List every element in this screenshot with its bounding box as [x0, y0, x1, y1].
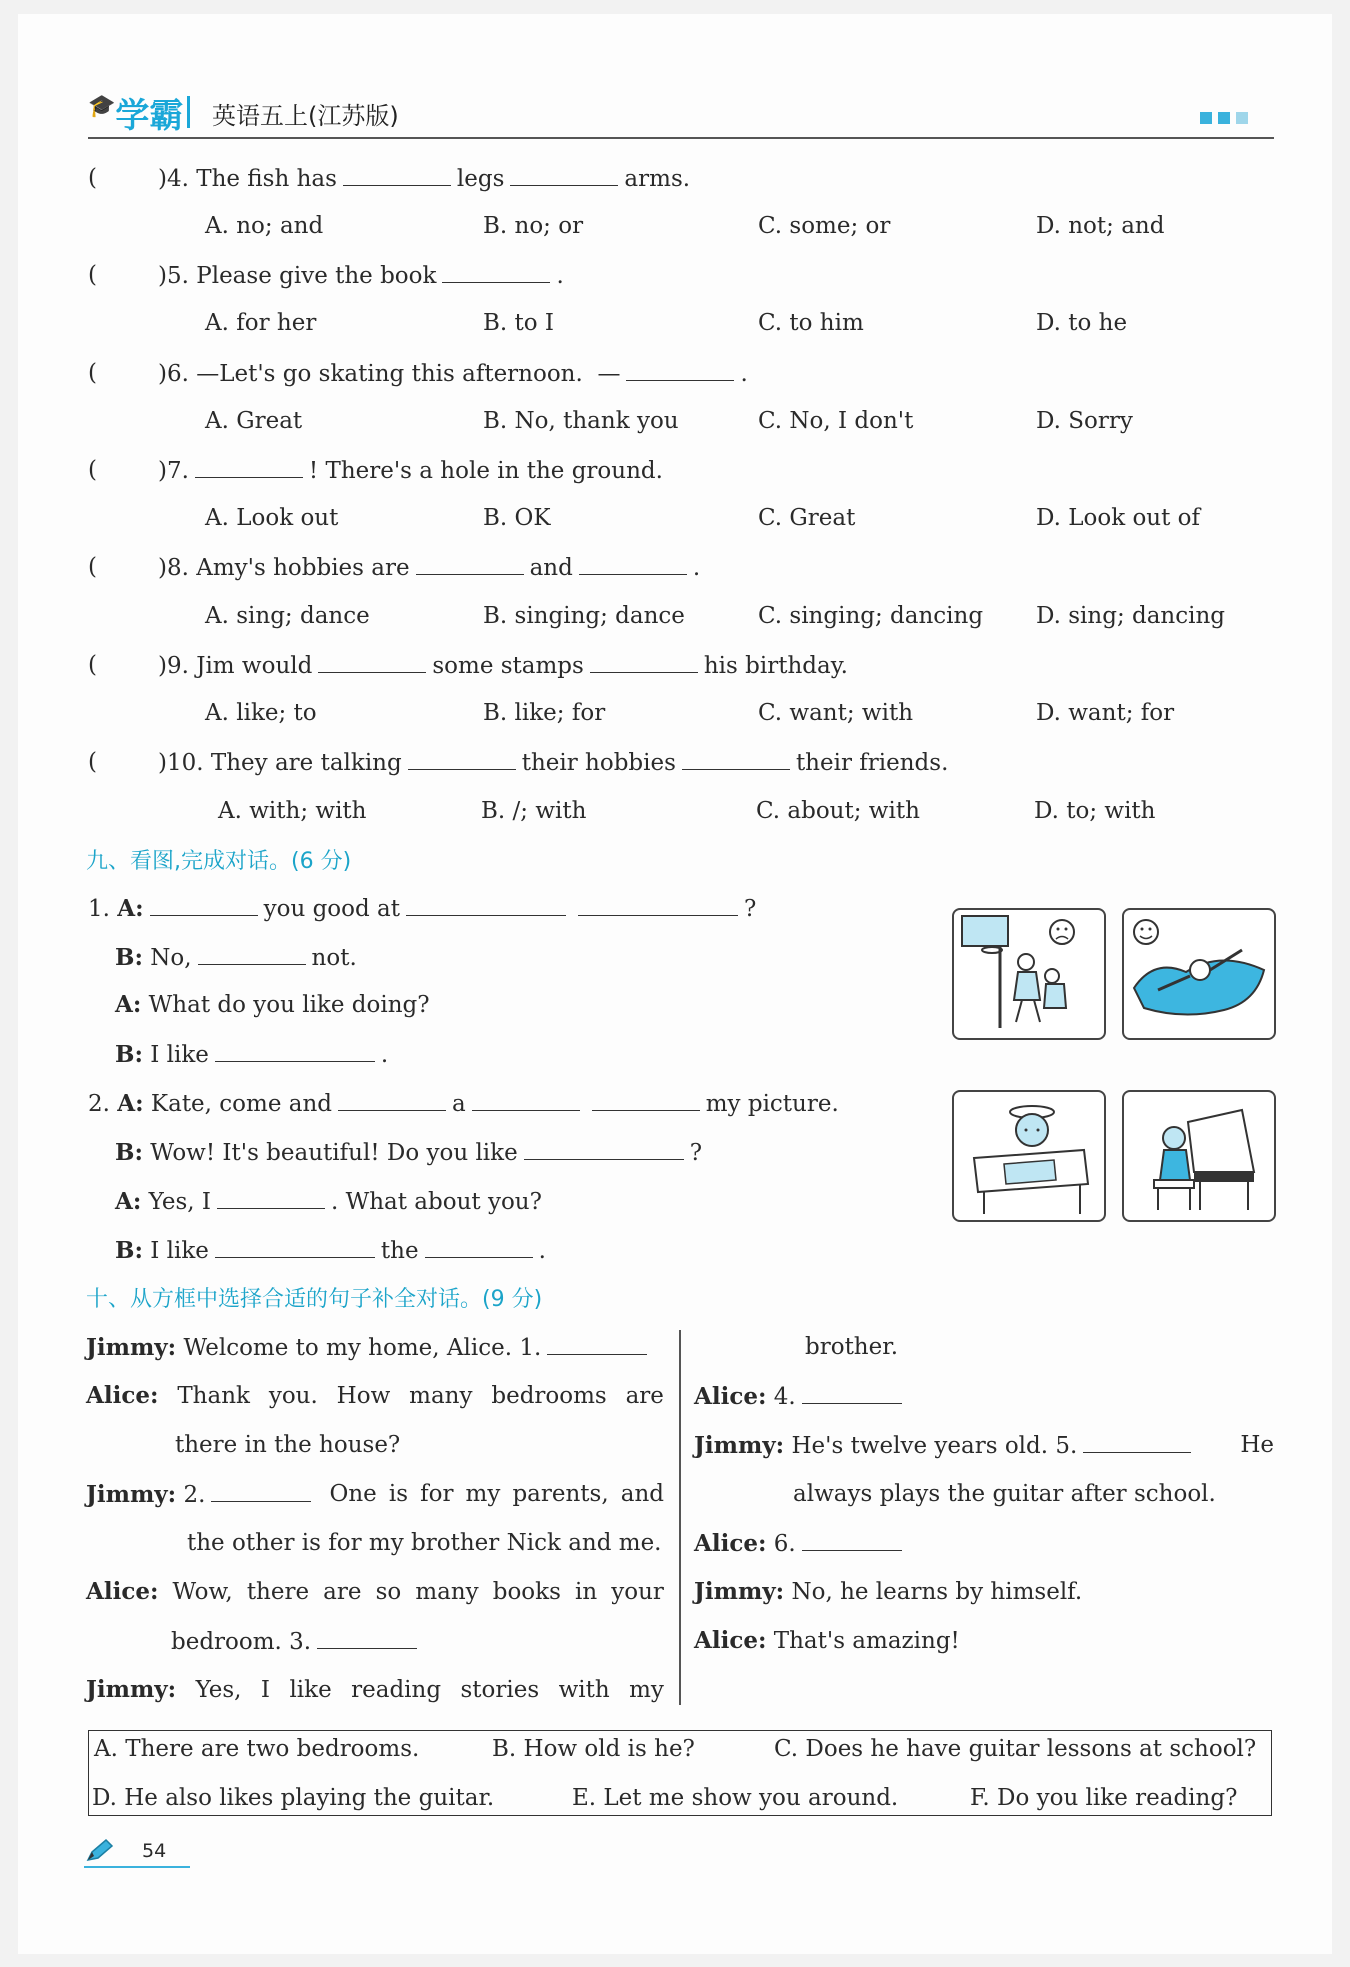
q5-option-b: B. to I [483, 310, 555, 336]
answer-blank[interactable] [442, 260, 550, 283]
dialog2-line2: B: Wow! It's beautiful! Do you like ? [115, 1139, 703, 1166]
answer-blank[interactable] [408, 747, 516, 770]
answer-blank[interactable] [626, 358, 734, 381]
q10-option-b: B. /; with [481, 798, 587, 824]
q7-option-b: B. OK [483, 505, 551, 531]
option-e: E. Let me show you around. [572, 1785, 899, 1811]
header-square-2 [1218, 112, 1230, 124]
answer-blank[interactable] [215, 1235, 375, 1258]
q4-option-c: C. some; or [758, 213, 891, 239]
q4-option-b: B. no; or [483, 213, 584, 239]
question-5: )5. Please give the book . [158, 260, 564, 291]
jimmy-line-5-cont: always plays the guitar after school. [793, 1481, 1216, 1507]
piano-picture [1122, 1090, 1276, 1222]
answer-blank[interactable] [211, 1479, 311, 1502]
option-b: B. How old is he? [492, 1736, 695, 1762]
answer-blank[interactable] [547, 1332, 647, 1355]
q4-paren: ( [88, 165, 97, 191]
answer-blank[interactable] [343, 163, 451, 186]
q5-paren: ( [88, 262, 97, 288]
answer-blank[interactable] [802, 1381, 902, 1404]
q8-option-c: C. singing; dancing [758, 603, 984, 629]
q10-option-c: C. about; with [756, 798, 920, 824]
q8-option-a: A. sing; dance [205, 603, 370, 629]
footer-rule [84, 1866, 190, 1868]
q10-paren: ( [88, 749, 97, 775]
alice-line-2-cont: bedroom. 3. [171, 1626, 423, 1657]
answer-blank[interactable] [317, 1626, 417, 1649]
dialog2-line4: B: I like the . [115, 1237, 546, 1264]
answer-blank[interactable] [150, 893, 258, 916]
q6-option-a: A. Great [205, 408, 303, 434]
answer-blank[interactable] [578, 893, 738, 916]
option-f: F. Do you like reading? [970, 1785, 1238, 1811]
alice-line-7: Alice: That's amazing! [694, 1627, 960, 1654]
answer-blank[interactable] [510, 163, 618, 186]
q4-option-a: A. no; and [205, 213, 324, 239]
alice-line-1-cont: there in the house? [175, 1432, 401, 1458]
question-9: )9. Jim would some stamps his birthday. [158, 650, 848, 681]
answer-blank[interactable] [472, 1088, 580, 1111]
q7-option-a: A. Look out [205, 505, 339, 531]
answer-blank[interactable] [217, 1186, 325, 1209]
q6-option-b: B. No, thank you [483, 408, 679, 434]
dialog1-line3: A: What do you like doing? [115, 991, 430, 1018]
question-4: )4. The fish has legs arms. [158, 163, 690, 194]
answer-blank[interactable] [579, 552, 687, 575]
alice-line-4: Alice: 4. [694, 1381, 908, 1412]
option-c: C. Does he have guitar lessons at school? [774, 1736, 1257, 1762]
q9-option-b: B. like; for [483, 700, 606, 726]
jimmy-line-3: Jimmy: Yes, I like reading stories with my [86, 1676, 664, 1703]
basketball-picture [952, 908, 1106, 1040]
dialog2-line3: A: Yes, I . What about you? [115, 1188, 542, 1215]
q4-option-d: D. not; and [1036, 213, 1165, 239]
page-number: 54 [142, 1840, 167, 1862]
q8-option-d: D. sing; dancing [1036, 603, 1226, 629]
answer-blank[interactable] [338, 1088, 446, 1111]
header-divider [187, 96, 190, 128]
q5-option-d: D. to he [1036, 310, 1128, 336]
answer-blank[interactable] [592, 1088, 700, 1111]
answer-blank[interactable] [406, 893, 566, 916]
q7-option-c: C. Great [758, 505, 856, 531]
drawing-picture [952, 1090, 1106, 1222]
jimmy-line-1: Jimmy: Welcome to my home, Alice. 1. [86, 1332, 653, 1363]
alice-line-1: Alice: Thank you. How many bedrooms are [86, 1382, 664, 1409]
dialog1-line2: B: No, not. [115, 944, 357, 971]
option-d: D. He also likes playing the guitar. [92, 1785, 495, 1811]
q8-paren: ( [88, 554, 97, 580]
question-10: )10. They are talking their hobbies their friends. [158, 747, 948, 778]
q9-option-c: C. want; with [758, 700, 914, 726]
jimmy-line-2: Jimmy: 2. One is for my parents, and [86, 1481, 664, 1508]
alice-line-6: Alice: 6. [694, 1528, 908, 1559]
answer-blank[interactable] [590, 650, 698, 673]
right-cont-brother: brother. [805, 1334, 899, 1360]
q6-option-c: C. No, I don't [758, 408, 914, 434]
swimming-picture [1122, 908, 1276, 1040]
q9-option-d: D. want; for [1036, 700, 1175, 726]
q5-option-a: A. for her [205, 310, 317, 336]
header-square-3 [1236, 112, 1248, 124]
alice-line-2: Alice: Wow, there are so many books in your [86, 1578, 664, 1605]
jimmy-line-2-cont: the other is for my brother Nick and me. [187, 1530, 662, 1556]
question-7: )7. ! There's a hole in the ground. [158, 455, 663, 486]
option-a: A. There are two bedrooms. [94, 1736, 420, 1762]
dialog1-line4: B: I like . [115, 1041, 389, 1068]
section-10-title: 十、从方框中选择合适的句子补全对话。(9 分) [86, 1287, 543, 1312]
dialog1-line1: 1. A: you good at ? [88, 895, 757, 922]
answer-blank[interactable] [524, 1137, 684, 1160]
q5-option-c: C. to him [758, 310, 864, 336]
dialog2-line1: 2. A: Kate, come and a my picture. [88, 1090, 839, 1117]
answer-blank[interactable] [198, 942, 306, 965]
column-divider [679, 1330, 681, 1705]
answer-blank[interactable] [425, 1235, 533, 1258]
q7-option-d: D. Look out of [1036, 505, 1201, 531]
q9-paren: ( [88, 652, 97, 678]
q10-option-a: A. with; with [218, 798, 367, 824]
book-title: 英语五上(江苏版) [212, 102, 399, 130]
answer-blank[interactable] [802, 1528, 902, 1551]
q7-paren: ( [88, 457, 97, 483]
answer-blank[interactable] [195, 455, 303, 478]
q6-option-d: D. Sorry [1036, 408, 1133, 434]
jimmy-line-5: Jimmy: He's twelve years old. 5. He [694, 1432, 1274, 1459]
q6-paren: ( [88, 360, 97, 386]
question-6: )6. —Let's go skating this afternoon. — . [158, 358, 748, 389]
q8-option-b: B. singing; dance [483, 603, 685, 629]
answer-blank[interactable] [215, 1039, 375, 1062]
q9-option-a: A. like; to [205, 700, 317, 726]
answer-blank[interactable] [318, 650, 426, 673]
answer-blank[interactable] [1083, 1430, 1191, 1453]
graduation-cap-icon: 🎓 [88, 94, 116, 119]
brand-logo: 🎓学霸 [88, 94, 184, 136]
answer-blank[interactable] [682, 747, 790, 770]
answer-blank[interactable] [416, 552, 524, 575]
pencil-icon [84, 1838, 114, 1868]
header-rule [88, 137, 1274, 139]
question-8: )8. Amy's hobbies are and . [158, 552, 700, 583]
jimmy-line-6: Jimmy: No, he learns by himself. [694, 1578, 1083, 1605]
header-square-1 [1200, 112, 1212, 124]
q10-option-d: D. to; with [1034, 798, 1156, 824]
section-9-title: 九、看图,完成对话。(6 分) [86, 849, 352, 874]
